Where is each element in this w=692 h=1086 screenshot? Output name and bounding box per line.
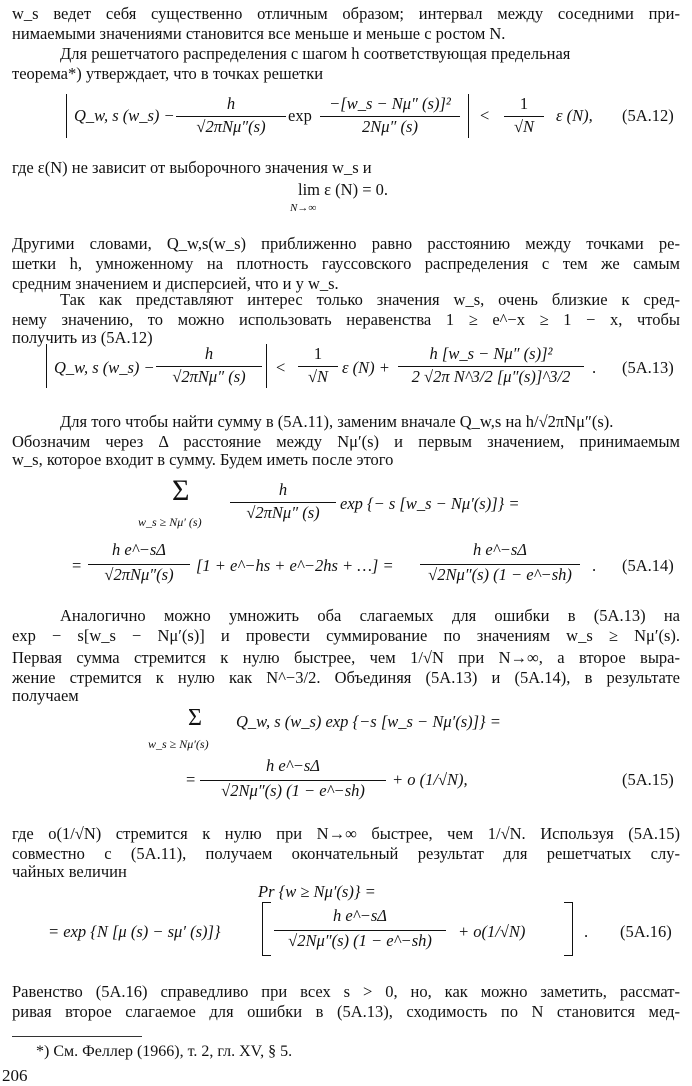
eq-numerator: h	[226, 94, 236, 113]
eq-exp: exp	[288, 106, 312, 125]
eq-period: .	[592, 556, 597, 575]
text-line: чайных величин	[12, 862, 127, 881]
sum-symbol: Σ	[188, 705, 202, 731]
eq-denominator: √2Nμ″(s) (1 − e^−sh)	[200, 780, 386, 801]
eq-epsilon: ε (N) +	[342, 358, 390, 377]
eq-rhs2-denominator: 2 √2π N^3/2 [μ″(s)]^3/2	[398, 366, 584, 387]
eq-denominator: √2Nμ″(s) (1 − e^−sh)	[274, 930, 446, 951]
eq-top: Pr {w ≥ Nμ′(s)} =	[258, 882, 376, 901]
equation-number: (5A.13)	[622, 358, 674, 377]
eq-numerator: h	[204, 344, 214, 363]
text-line: Для того чтобы найти сумму в (5A.11), заменим вначале Q_w,s на h/√2πNμ″(s).	[60, 412, 614, 431]
text-line: exp − s[w_s − Nμ′(s)] и провести суммирование по значениям w_s ≥ Nμ′(s).	[12, 626, 680, 645]
text-line: совместно с (5A.11), получаем окончательный результат для решетчатых слу-	[12, 844, 680, 863]
eq-lhs: Q_w, s (w_s) −	[74, 106, 175, 125]
page-number: 206	[2, 1066, 28, 1085]
limit-subscript: N→∞	[290, 202, 317, 214]
text-line: шетки h, умноженному на плотность гауссовского распределения с тем же самым	[12, 254, 680, 273]
abs-bar-right	[266, 344, 267, 388]
eq-tail: + o(1/√N)	[458, 922, 526, 941]
text-line: жение стремится к нулю как N^−3/2. Объединяя (5A.13) и (5A.14), в результате	[12, 668, 680, 687]
eq-denominator: √2πNμ″ (s)	[230, 502, 336, 523]
text-line: теорема*) утверждает, что в точках решетки	[12, 64, 324, 83]
text-line: получаем	[12, 686, 79, 705]
sum-subscript: w_s ≥ Nμ′(s)	[148, 737, 209, 751]
text-line: Обозначим через Δ расстояние между Nμ′(s) и первым значением, принимаемым	[12, 432, 680, 451]
sum-symbol: Σ	[172, 474, 190, 507]
text-line: w_s, которое входит в сумму. Будем иметь после этого	[12, 450, 394, 469]
eq-denominator: √2πNμ″ (s)	[156, 366, 262, 387]
eq-rhs-numerator: 1	[519, 94, 529, 113]
eq-exp-term: exp {− s [w_s − Nμ′(s)]} =	[340, 494, 520, 513]
text-line: Для решетчатого распределения с шагом h соответствующая предельная	[60, 44, 571, 63]
abs-bar-left	[46, 344, 47, 388]
bracket-left	[262, 902, 271, 956]
eq-numerator: h e^−sΔ	[266, 756, 320, 775]
text-line: w_s ведет себя существенно отличным образом; интервал между соседними при-	[12, 4, 680, 23]
footnote-divider	[12, 1036, 142, 1037]
eq-less: <	[276, 358, 286, 377]
eq-lhs: = exp {N [μ (s) − sμ′ (s)]}	[48, 922, 221, 941]
text-line: средним значением и дисперсией, что и у w_s.	[12, 274, 339, 293]
text-line: Равенство (5A.16) справедливо при всех s > 0, но, как можно заметить, рассмат-	[12, 982, 680, 1001]
eq-denominator: √2πNμ″(s)	[88, 564, 190, 585]
text-line: Другими словами, Q_w,s(w_s) приближенно равно расстоянию между точками ре-	[12, 234, 680, 253]
eq-equals: =	[72, 556, 82, 575]
text-line: нему значению, то можно использовать неравенства 1 ≥ e^−x ≥ 1 − x, чтобы	[12, 310, 680, 329]
eq-exp-denominator: 2Nμ″ (s)	[320, 116, 460, 137]
text-line: получить из (5A.12)	[12, 328, 153, 347]
eq-numerator: h e^−sΔ	[473, 540, 527, 559]
eq-tail: + o (1/√N),	[392, 770, 468, 789]
eq-rhs-denominator: √N	[298, 366, 338, 387]
text-line: Так как представляют интерес только значения w_s, очень близкие к сред-	[60, 290, 680, 309]
abs-bar-right	[468, 94, 469, 138]
text-line: нимаемыми значениями становится все меньше и меньше с ростом N.	[12, 24, 506, 43]
text-line: где ε(N) не зависит от выборочного значения w_s и	[12, 158, 372, 177]
eq-series: [1 + e^−hs + e^−2hs + …] =	[196, 556, 394, 575]
abs-bar-left	[66, 94, 67, 138]
eq-denominator: √2πNμ″(s)	[176, 116, 286, 137]
eq-numerator: h	[278, 480, 288, 499]
eq-lhs: Q_w, s (w_s) −	[54, 358, 155, 377]
eq-exp-numerator: −[w_s − Nμ″ (s)]²	[329, 94, 451, 113]
eq-less: <	[480, 106, 490, 125]
equation-number: (5A.14)	[622, 556, 674, 575]
eq-equals: =	[186, 770, 196, 789]
eq-body: Q_w, s (w_s) exp {−s [w_s − Nμ′(s)]} =	[236, 712, 501, 731]
text-line: где o(1/√N) стремится к нулю при N→∞ быстрее, чем 1/√N. Используя (5A.15)	[12, 824, 680, 843]
sum-subscript: w_s ≥ Nμ′ (s)	[138, 515, 202, 529]
eq-epsilon: ε (N),	[556, 106, 593, 125]
eq-numerator: h e^−sΔ	[112, 540, 166, 559]
eq-rhs-denominator: √N	[504, 116, 544, 137]
bracket-right	[564, 902, 573, 956]
limit-expression: lim ε (N) = 0.	[298, 180, 389, 199]
footnote: *) См. Феллер (1966), т. 2, гл. XV, § 5.	[36, 1043, 293, 1060]
eq-rhs2-numerator: h [w_s − Nμ″ (s)]²	[429, 344, 553, 363]
text-line: Первая сумма стремится к нулю быстрее, чем 1/√N при N→∞, а второе выра-	[12, 648, 680, 667]
eq-denominator: √2Nμ″(s) (1 − e^−sh)	[420, 564, 580, 585]
eq-period: .	[584, 922, 589, 941]
equation-number: (5A.12)	[622, 106, 674, 125]
eq-numerator: h e^−sΔ	[333, 906, 387, 925]
eq-period: .	[592, 358, 597, 377]
text-line: ривая второе слагаемое для ошибки в (5A.13), сходимость по N становится мед-	[12, 1002, 680, 1021]
eq-rhs-numerator: 1	[313, 344, 323, 363]
text-line: Аналогично можно умножить оба слагаемых для ошибки в (5A.13) на	[60, 606, 680, 625]
equation-number: (5A.15)	[622, 770, 674, 789]
equation-number: (5A.16)	[620, 922, 672, 941]
